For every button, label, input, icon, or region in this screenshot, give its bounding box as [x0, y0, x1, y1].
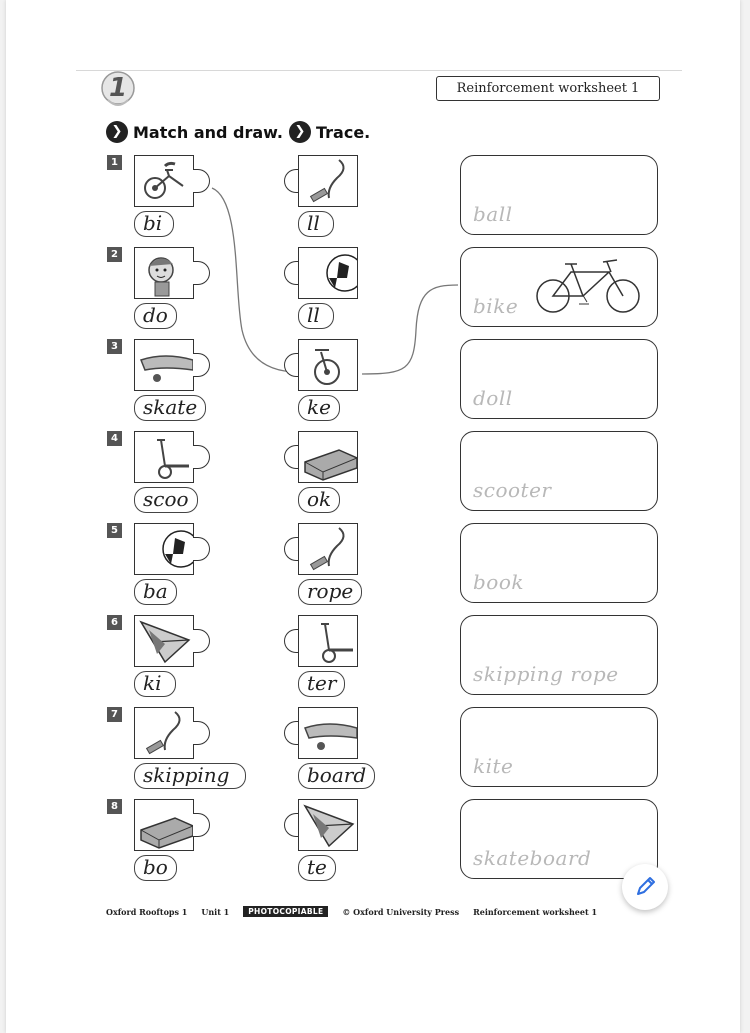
trace-word: doll [473, 386, 513, 410]
left-picture [134, 799, 194, 851]
trace-word: book [473, 570, 525, 594]
trace-box[interactable] [460, 431, 658, 511]
footer-unit: Unit 1 [201, 906, 230, 917]
bike-half-icon [135, 156, 193, 206]
left-syllable: ba [134, 579, 177, 605]
trace-box[interactable] [460, 707, 658, 787]
left-syllable: skate [134, 395, 206, 421]
instruction-match-text: Match and draw. [133, 122, 283, 142]
left-picture [134, 431, 194, 483]
pencil-icon [622, 864, 668, 910]
trace-word: bike [473, 294, 519, 318]
skipping-rope-half-icon [299, 524, 357, 574]
trace-word: ball [473, 202, 513, 226]
right-syllable: rope [298, 579, 362, 605]
footer-worksheet: Reinforcement worksheet 1 [473, 906, 598, 917]
footer-book: Oxford Rooftops 1 [106, 906, 188, 917]
trace-word: scooter [473, 478, 552, 502]
unit-number: 1 [108, 73, 128, 103]
kite-half-icon [135, 616, 193, 666]
row-number: 7 [107, 707, 122, 722]
right-picture [298, 431, 358, 483]
left-syllable: do [134, 303, 177, 329]
row-number: 2 [107, 247, 122, 262]
right-picture [298, 799, 358, 851]
right-picture [298, 707, 358, 759]
right-syllable: te [298, 855, 336, 881]
right-syllable: ok [298, 487, 340, 513]
trace-box[interactable] [460, 247, 658, 327]
trace-word: kite [473, 754, 514, 778]
arrow-right-icon: ❯ [106, 121, 128, 143]
worksheet-page [6, 0, 740, 1033]
skipping-rope-half-icon [299, 156, 357, 206]
left-syllable: skipping [134, 763, 246, 789]
right-picture [298, 523, 358, 575]
left-picture [134, 707, 194, 759]
scooter-half-icon [135, 432, 193, 482]
footer-publisher: © Oxford University Press [342, 906, 460, 917]
right-picture [298, 247, 358, 299]
right-syllable: ll [298, 303, 334, 329]
left-syllable: bo [134, 855, 177, 881]
right-picture [298, 155, 358, 207]
ball-half-icon [135, 524, 193, 574]
trace-box[interactable] [460, 615, 658, 695]
instruction-trace-text: Trace. [316, 122, 371, 142]
left-picture [134, 247, 194, 299]
row-number: 6 [107, 615, 122, 630]
left-syllable: bi [134, 211, 174, 237]
doll-half-icon [135, 248, 193, 298]
kite-half-icon [299, 800, 357, 850]
left-picture [134, 615, 194, 667]
row-number: 5 [107, 523, 122, 538]
skipping-rope-half-icon [135, 708, 193, 758]
bike-wheel-half-icon [299, 340, 357, 390]
row-number: 1 [107, 155, 122, 170]
book-half-icon [135, 800, 193, 850]
left-picture [134, 523, 194, 575]
footer-photocopiable: PHOTOCOPIABLE [243, 906, 328, 917]
scooter-half-icon [299, 616, 357, 666]
trace-box[interactable] [460, 339, 658, 419]
right-syllable: ke [298, 395, 340, 421]
worksheet-title: Reinforcement worksheet 1 [436, 76, 660, 101]
right-syllable: ll [298, 211, 334, 237]
footer [106, 906, 611, 917]
left-syllable: scoo [134, 487, 198, 513]
bike-drawing-icon [531, 252, 651, 322]
row-number: 3 [107, 339, 122, 354]
skateboard-half-icon [299, 708, 357, 758]
row-number: 4 [107, 431, 122, 446]
trace-word: skipping rope [473, 662, 619, 686]
trace-word: skateboard [473, 846, 592, 870]
arrow-right-icon: ❯ [289, 121, 311, 143]
edit-button[interactable] [622, 864, 668, 910]
left-picture [134, 155, 194, 207]
left-syllable: ki [134, 671, 176, 697]
right-syllable: ter [298, 671, 345, 697]
trace-box[interactable] [460, 155, 658, 235]
book-half-icon [299, 432, 357, 482]
trace-box[interactable] [460, 523, 658, 603]
ball-half-icon [299, 248, 357, 298]
right-picture [298, 615, 358, 667]
right-syllable: board [298, 763, 375, 789]
row-number: 8 [107, 799, 122, 814]
skateboard-half-icon [135, 340, 193, 390]
right-picture [298, 339, 358, 391]
left-picture [134, 339, 194, 391]
